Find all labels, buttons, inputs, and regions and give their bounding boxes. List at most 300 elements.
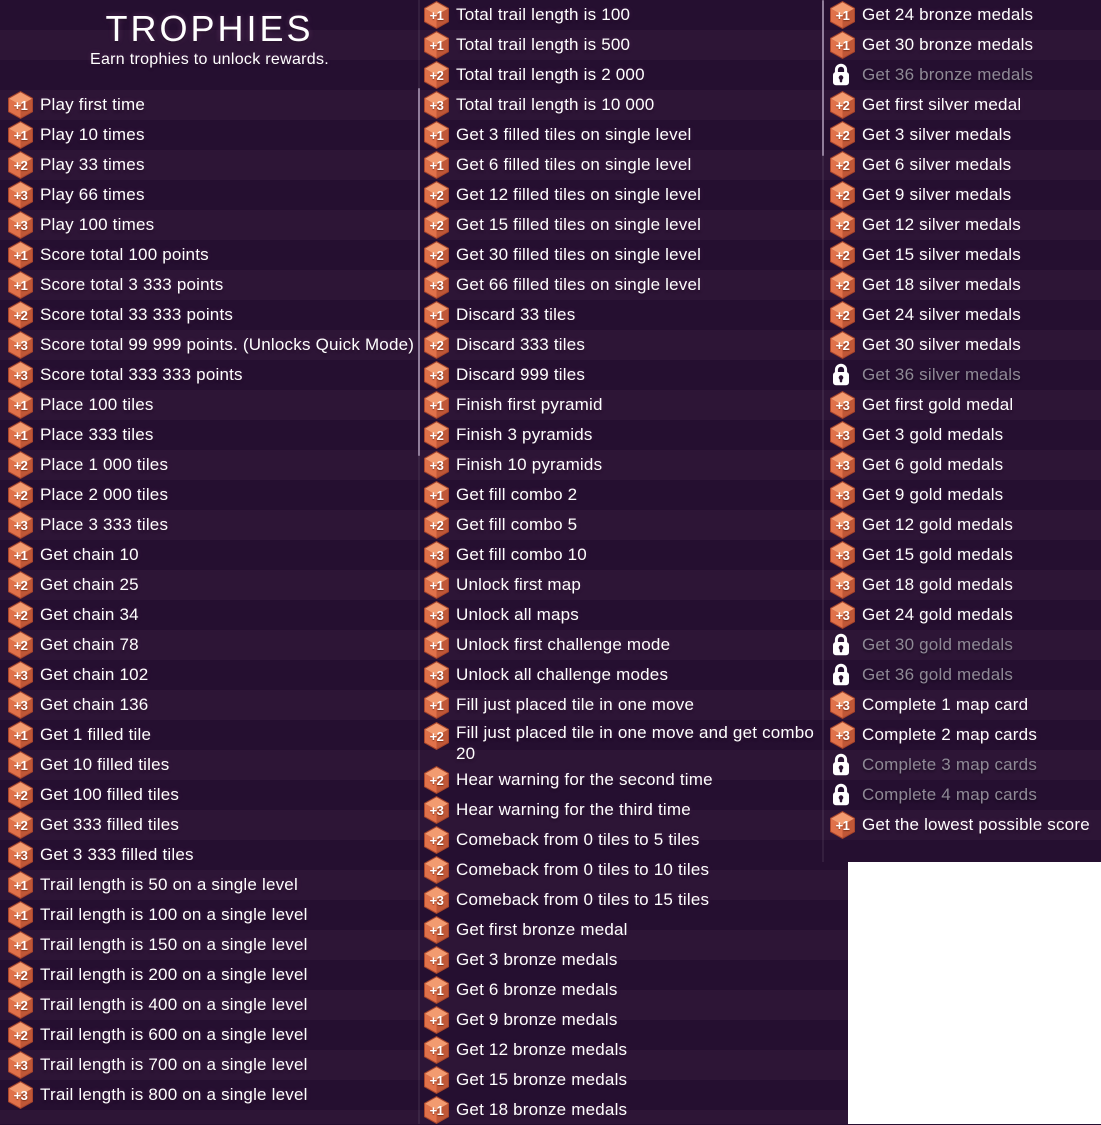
trophy-points-badge-icon xyxy=(8,331,33,359)
trophy-label: Complete 3 map cards xyxy=(862,755,1038,774)
badge-value: +2 xyxy=(429,862,444,878)
badge-value: +3 xyxy=(429,802,444,818)
trophy-label: Get 18 bronze medals xyxy=(456,1100,628,1119)
trophy-points-badge-icon xyxy=(8,841,33,869)
badge-value: +1 xyxy=(429,307,444,323)
trophy-row xyxy=(0,450,419,480)
trophy-row xyxy=(420,720,822,765)
trophy-label: Total trail length is 10 000 xyxy=(456,95,655,114)
trophy-row xyxy=(420,690,822,720)
trophy-row xyxy=(0,510,419,540)
trophy-row xyxy=(420,1005,822,1035)
trophy-label: Get 24 silver medals xyxy=(862,305,1021,324)
badge-value: +3 xyxy=(13,367,28,383)
trophy-points-badge-icon xyxy=(424,916,449,944)
trophy-label: Get 12 silver medals xyxy=(862,215,1021,234)
trophy-list-2 xyxy=(420,0,822,1125)
badge-value: +1 xyxy=(429,127,444,143)
trophy-label: Get 6 gold medals xyxy=(862,455,1004,474)
badge-value: +3 xyxy=(13,337,28,353)
page-subtitle: Earn trophies to unlock rewards. xyxy=(89,51,330,68)
trophy-row xyxy=(826,300,1101,330)
badge-value: +1 xyxy=(13,877,28,893)
badge-value: +3 xyxy=(429,457,444,473)
trophy-row xyxy=(826,690,1101,720)
trophy-row xyxy=(420,1035,822,1065)
trophy-row xyxy=(420,60,822,90)
trophy-label: Get 66 filled tiles on single level xyxy=(456,275,702,294)
trophy-label: Get 3 filled tiles on single level xyxy=(456,125,692,144)
trophy-row xyxy=(420,540,822,570)
trophy-row xyxy=(826,480,1101,510)
lock-icon xyxy=(830,61,855,89)
badge-value: +2 xyxy=(429,728,444,744)
badge-value: +2 xyxy=(429,187,444,203)
trophy-row xyxy=(420,765,822,795)
badge-value: +1 xyxy=(429,7,444,23)
trophy-row xyxy=(0,240,419,270)
trophy-row xyxy=(826,420,1101,450)
trophy-row xyxy=(0,540,419,570)
badge-value: +2 xyxy=(13,787,28,803)
trophy-points-badge-icon xyxy=(424,361,449,389)
badge-value: +3 xyxy=(13,847,28,863)
trophy-label: Play 33 times xyxy=(40,155,145,174)
trophy-column-3 xyxy=(826,0,1101,840)
trophy-points-badge-icon xyxy=(830,601,855,629)
trophy-row xyxy=(826,540,1101,570)
badge-value: +1 xyxy=(13,397,28,413)
badge-value: +2 xyxy=(429,832,444,848)
trophy-row xyxy=(0,690,419,720)
trophy-label: Get 6 silver medals xyxy=(862,155,1012,174)
trophy-row xyxy=(420,855,822,885)
badge-value: +1 xyxy=(13,127,28,143)
trophy-row xyxy=(0,420,419,450)
trophy-points-badge-icon xyxy=(8,691,33,719)
badge-value: +2 xyxy=(13,457,28,473)
trophy-points-badge-icon xyxy=(830,571,855,599)
trophy-row xyxy=(420,300,822,330)
trophy-row xyxy=(420,0,822,30)
trophy-label: Fill just placed tile in one move xyxy=(456,695,695,714)
lock-icon xyxy=(830,661,855,689)
trophy-points-badge-icon xyxy=(830,211,855,239)
trophy-row xyxy=(826,810,1101,840)
badge-value: +1 xyxy=(429,157,444,173)
trophy-row xyxy=(420,915,822,945)
badge-value: +3 xyxy=(429,892,444,908)
badge-value: +2 xyxy=(13,637,28,653)
trophy-label: Get 24 bronze medals xyxy=(862,5,1034,24)
badge-value: +3 xyxy=(835,457,850,473)
trophy-points-badge-icon xyxy=(424,61,449,89)
badge-value: +2 xyxy=(429,67,444,83)
trophy-row xyxy=(0,1050,419,1080)
trophy-label: Finish 10 pyramids xyxy=(456,455,603,474)
trophy-row xyxy=(420,945,822,975)
padlock-icon xyxy=(830,61,852,88)
trophy-row xyxy=(0,270,419,300)
trophies-header xyxy=(0,0,419,90)
scrollbar-thumb-column-2[interactable] xyxy=(822,0,824,156)
trophy-points-badge-icon xyxy=(8,481,33,509)
badge-value: +1 xyxy=(429,922,444,938)
badge-value: +2 xyxy=(429,217,444,233)
trophy-label: Get 30 gold medals xyxy=(862,635,1014,654)
badge-value: +1 xyxy=(13,937,28,953)
trophy-label: Unlock all maps xyxy=(456,605,579,624)
trophy-label: Get 12 gold medals xyxy=(862,515,1014,534)
trophy-points-badge-icon xyxy=(424,1096,449,1124)
trophy-list-3 xyxy=(826,0,1101,840)
trophy-points-badge-icon xyxy=(8,631,33,659)
trophy-points-badge-icon xyxy=(830,421,855,449)
trophy-row xyxy=(420,660,822,690)
trophy-points-badge-icon xyxy=(424,511,449,539)
trophy-column-2 xyxy=(420,0,822,1125)
padlock-icon xyxy=(830,781,852,808)
trophy-points-badge-icon xyxy=(830,331,855,359)
trophy-label: Complete 1 map card xyxy=(862,695,1029,714)
trophy-row xyxy=(0,660,419,690)
trophy-label: Get 10 filled tiles xyxy=(40,755,170,774)
padlock-icon xyxy=(830,631,852,658)
trophy-points-badge-icon xyxy=(8,451,33,479)
trophy-points-badge-icon xyxy=(830,121,855,149)
trophy-points-badge-icon xyxy=(8,391,33,419)
badge-value: +3 xyxy=(835,547,850,563)
trophy-label: Place 333 tiles xyxy=(40,425,154,444)
trophy-label: Get 100 filled tiles xyxy=(40,785,180,804)
trophy-label: Finish first pyramid xyxy=(456,395,603,414)
trophy-points-badge-icon xyxy=(830,541,855,569)
trophy-label: Get 15 filled tiles on single level xyxy=(456,215,702,234)
trophy-label: Discard 999 tiles xyxy=(456,365,586,384)
trophy-label: Get 15 silver medals xyxy=(862,245,1021,264)
trophy-label: Get 30 bronze medals xyxy=(862,35,1034,54)
trophy-label: Unlock first map xyxy=(456,575,582,594)
trophy-row xyxy=(420,600,822,630)
trophy-points-badge-icon xyxy=(8,1021,33,1049)
trophy-points-badge-icon xyxy=(424,211,449,239)
trophy-label: Score total 33 333 points xyxy=(40,305,234,324)
trophy-points-badge-icon xyxy=(830,301,855,329)
trophy-row xyxy=(0,870,419,900)
trophy-row xyxy=(0,480,419,510)
trophy-row xyxy=(420,150,822,180)
trophy-label: Place 3 333 tiles xyxy=(40,515,169,534)
trophy-row xyxy=(420,270,822,300)
trophy-label: Get 36 gold medals xyxy=(862,665,1014,684)
badge-value: +3 xyxy=(13,187,28,203)
trophy-label: Fill just placed tile in one move and get combo 20 xyxy=(456,723,815,763)
trophy-label: Complete 4 map cards xyxy=(862,785,1038,804)
trophy-label: Discard 333 tiles xyxy=(456,335,586,354)
trophy-label: Get 333 filled tiles xyxy=(40,815,180,834)
trophy-row xyxy=(0,720,419,750)
trophy-label: Get chain 10 xyxy=(40,545,139,564)
trophy-row xyxy=(420,240,822,270)
trophy-label: Unlock first challenge mode xyxy=(456,635,671,654)
lock-icon xyxy=(830,781,855,809)
badge-value: +3 xyxy=(835,397,850,413)
trophy-label: Get 36 silver medals xyxy=(862,365,1021,384)
trophy-label: Trail length is 50 on a single level xyxy=(40,875,298,894)
trophy-points-badge-icon xyxy=(424,631,449,659)
trophy-label: Trail length is 800 on a single level xyxy=(40,1085,308,1104)
trophy-label: Get the lowest possible score xyxy=(862,815,1090,834)
trophy-points-badge-icon xyxy=(8,781,33,809)
badge-value: +2 xyxy=(13,607,28,623)
trophy-row xyxy=(826,330,1101,360)
trophy-points-badge-icon xyxy=(8,751,33,779)
trophy-points-badge-icon xyxy=(424,271,449,299)
padlock-icon xyxy=(830,661,852,688)
trophy-label: Get 24 gold medals xyxy=(862,605,1014,624)
trophy-row xyxy=(0,570,419,600)
badge-value: +2 xyxy=(13,307,28,323)
trophy-points-badge-icon xyxy=(424,241,449,269)
trophy-row xyxy=(0,990,419,1020)
trophy-row xyxy=(420,90,822,120)
trophy-row xyxy=(826,390,1101,420)
badge-value: +2 xyxy=(429,772,444,788)
trophy-points-badge-icon xyxy=(424,121,449,149)
trophy-points-badge-icon xyxy=(424,181,449,209)
trophy-label: Place 1 000 tiles xyxy=(40,455,169,474)
lock-icon xyxy=(830,751,855,779)
trophy-points-badge-icon xyxy=(424,481,449,509)
badge-value: +2 xyxy=(13,157,28,173)
trophy-row xyxy=(420,975,822,1005)
trophy-points-badge-icon xyxy=(8,661,33,689)
trophy-row xyxy=(826,270,1101,300)
trophy-label: Unlock all challenge modes xyxy=(456,665,669,684)
trophy-label: Complete 2 map cards xyxy=(862,725,1038,744)
trophy-row xyxy=(826,30,1101,60)
trophy-row xyxy=(0,630,419,660)
trophy-row xyxy=(0,900,419,930)
trophy-label: Finish 3 pyramids xyxy=(456,425,593,444)
trophy-row xyxy=(420,825,822,855)
trophy-row xyxy=(0,150,419,180)
trophy-points-badge-icon xyxy=(8,571,33,599)
badge-value: +3 xyxy=(13,517,28,533)
trophy-points-badge-icon xyxy=(424,1006,449,1034)
badge-value: +3 xyxy=(429,607,444,623)
trophy-row xyxy=(420,30,822,60)
badge-value: +3 xyxy=(835,697,850,713)
trophy-label: Trail length is 600 on a single level xyxy=(40,1025,308,1044)
trophy-points-badge-icon xyxy=(830,241,855,269)
trophy-row xyxy=(420,1095,822,1125)
trophy-label: Get fill combo 2 xyxy=(456,485,578,504)
trophy-row xyxy=(826,150,1101,180)
trophy-points-badge-icon xyxy=(8,211,33,239)
trophy-points-badge-icon xyxy=(424,766,449,794)
badge-value: +2 xyxy=(13,817,28,833)
trophy-label: Get 6 bronze medals xyxy=(456,980,618,999)
badge-value: +1 xyxy=(429,982,444,998)
badge-value: +2 xyxy=(835,217,850,233)
trophy-label: Total trail length is 2 000 xyxy=(456,65,645,84)
trophy-label: Score total 100 points xyxy=(40,245,209,264)
trophy-row xyxy=(420,330,822,360)
trophy-points-badge-icon xyxy=(424,91,449,119)
trophy-row xyxy=(420,480,822,510)
trophy-points-badge-icon xyxy=(424,541,449,569)
badge-value: +2 xyxy=(13,997,28,1013)
badge-value: +1 xyxy=(13,277,28,293)
badge-value: +2 xyxy=(13,577,28,593)
trophy-label: Get 1 filled tile xyxy=(40,725,152,744)
badge-value: +1 xyxy=(429,1042,444,1058)
badge-value: +3 xyxy=(429,277,444,293)
trophy-points-badge-icon xyxy=(830,811,855,839)
trophy-points-badge-icon xyxy=(8,931,33,959)
trophy-row xyxy=(826,120,1101,150)
badge-value: +2 xyxy=(13,1027,28,1043)
trophy-row xyxy=(826,0,1101,30)
trophy-label: Get 15 gold medals xyxy=(862,545,1014,564)
trophy-row xyxy=(826,780,1101,810)
trophy-row xyxy=(826,450,1101,480)
trophy-points-badge-icon xyxy=(830,151,855,179)
trophy-points-badge-icon xyxy=(424,722,449,750)
badge-value: +3 xyxy=(13,697,28,713)
trophy-row xyxy=(826,630,1101,660)
badge-value: +3 xyxy=(429,667,444,683)
trophy-points-badge-icon xyxy=(424,1,449,29)
trophy-row xyxy=(420,180,822,210)
trophy-label: Place 100 tiles xyxy=(40,395,154,414)
badge-value: +2 xyxy=(835,337,850,353)
badge-value: +1 xyxy=(429,487,444,503)
badge-value: +1 xyxy=(429,37,444,53)
badge-value: +3 xyxy=(429,367,444,383)
badge-value: +3 xyxy=(13,217,28,233)
trophy-points-badge-icon xyxy=(8,541,33,569)
empty-corner-area xyxy=(848,862,1101,1124)
badge-value: +1 xyxy=(13,547,28,563)
trophy-label: Comeback from 0 tiles to 15 tiles xyxy=(456,890,710,909)
trophy-row xyxy=(826,240,1101,270)
badge-value: +1 xyxy=(13,97,28,113)
lock-icon xyxy=(830,361,855,389)
trophy-label: Get 9 silver medals xyxy=(862,185,1012,204)
trophy-row xyxy=(0,600,419,630)
badge-value: +2 xyxy=(429,427,444,443)
trophy-row xyxy=(420,885,822,915)
trophy-points-badge-icon xyxy=(8,511,33,539)
trophy-points-badge-icon xyxy=(8,901,33,929)
badge-value: +2 xyxy=(429,337,444,353)
trophy-label: Trail length is 100 on a single level xyxy=(40,905,308,924)
badge-value: +1 xyxy=(429,577,444,593)
trophy-points-badge-icon xyxy=(8,91,33,119)
trophy-row xyxy=(420,630,822,660)
trophy-row xyxy=(420,570,822,600)
badge-value: +1 xyxy=(13,427,28,443)
trophy-row xyxy=(0,90,419,120)
trophy-points-badge-icon xyxy=(424,421,449,449)
lock-icon xyxy=(830,631,855,659)
trophy-label: Get 12 filled tiles on single level xyxy=(456,185,702,204)
trophy-row xyxy=(420,450,822,480)
trophy-label: Get 6 filled tiles on single level xyxy=(456,155,692,174)
trophy-points-badge-icon xyxy=(424,796,449,824)
badge-value: +3 xyxy=(835,577,850,593)
trophy-label: Trail length is 700 on a single level xyxy=(40,1055,308,1074)
trophy-label: Get chain 25 xyxy=(40,575,139,594)
trophy-label: Place 2 000 tiles xyxy=(40,485,169,504)
badge-value: +3 xyxy=(13,1057,28,1073)
trophy-row xyxy=(826,90,1101,120)
badge-value: +2 xyxy=(835,247,850,263)
badge-value: +1 xyxy=(13,727,28,743)
padlock-icon xyxy=(830,751,852,778)
badge-value: +3 xyxy=(429,547,444,563)
trophy-label: Get chain 78 xyxy=(40,635,139,654)
trophy-row xyxy=(826,360,1101,390)
trophy-label: Trail length is 150 on a single level xyxy=(40,935,308,954)
trophy-points-badge-icon xyxy=(424,946,449,974)
trophy-points-badge-icon xyxy=(424,856,449,884)
trophy-points-badge-icon xyxy=(424,1036,449,1064)
scrollbar-thumb-column-1[interactable] xyxy=(418,88,420,456)
trophy-row xyxy=(0,390,419,420)
trophy-points-badge-icon xyxy=(8,961,33,989)
badge-value: +2 xyxy=(835,277,850,293)
badge-value: +1 xyxy=(13,907,28,923)
trophy-points-badge-icon xyxy=(8,991,33,1019)
trophy-points-badge-icon xyxy=(8,121,33,149)
badge-value: +1 xyxy=(429,397,444,413)
badge-value: +3 xyxy=(835,427,850,443)
trophy-label: Score total 3 333 points xyxy=(40,275,224,294)
trophy-points-badge-icon xyxy=(830,91,855,119)
badge-value: +3 xyxy=(835,517,850,533)
badge-value: +2 xyxy=(13,967,28,983)
badge-value: +3 xyxy=(835,727,850,743)
trophy-points-badge-icon xyxy=(424,691,449,719)
trophy-row xyxy=(0,750,419,780)
page-title: TROPHIES xyxy=(105,8,314,49)
trophy-points-badge-icon xyxy=(8,721,33,749)
trophy-points-badge-icon xyxy=(8,241,33,269)
trophy-points-badge-icon xyxy=(424,301,449,329)
trophy-points-badge-icon xyxy=(8,181,33,209)
badge-value: +2 xyxy=(13,487,28,503)
trophy-label: Get 9 gold medals xyxy=(862,485,1004,504)
trophy-label: Get first bronze medal xyxy=(456,920,628,939)
trophy-label: Total trail length is 100 xyxy=(456,5,631,24)
badge-value: +2 xyxy=(429,517,444,533)
trophy-label: Get 3 gold medals xyxy=(862,425,1004,444)
badge-value: +3 xyxy=(835,607,850,623)
badge-value: +1 xyxy=(835,37,850,53)
trophy-row xyxy=(420,510,822,540)
badge-value: +1 xyxy=(13,757,28,773)
trophy-points-badge-icon xyxy=(8,1081,33,1109)
trophy-label: Get 3 bronze medals xyxy=(456,950,618,969)
trophy-label: Hear warning for the second time xyxy=(456,770,713,789)
badge-value: +1 xyxy=(429,1072,444,1088)
trophy-label: Play first time xyxy=(40,95,146,114)
trophy-label: Get chain 102 xyxy=(40,665,149,684)
trophy-row xyxy=(420,120,822,150)
